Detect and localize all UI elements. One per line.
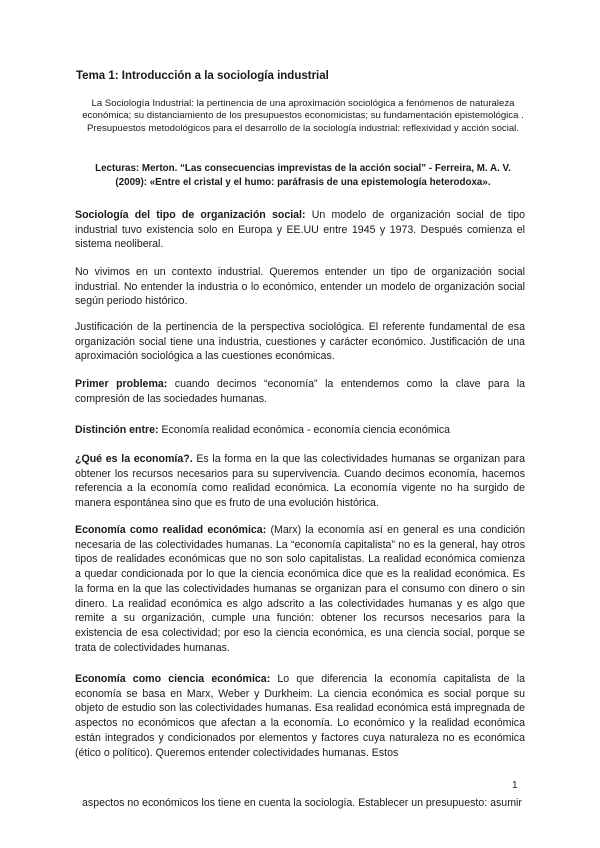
paragraph-label: Economía como ciencia económica: — [75, 673, 271, 685]
paragraph-text: Un modelo de organización social de tipo industrial tuvo existencia solo en Europa y EE.UU entre 1945 y 1973. Después comienza el sistema neoliberal. — [75, 209, 525, 251]
paragraph-label: Distinción entre: — [75, 424, 159, 436]
paragraph-text: (Marx) la economía así en general es una condición necesaria de las colectividades humanas. La “economía capitalista” no es la general, hay otros tipos de realidades económicas que no son solo capitalistas. La realidad económica comienza a quedar condicionada por lo que la ciencia económica dice que es la realidad económica. Es la forma en la que las colectividades humanas se organizan para el consumo con dinero o sin dinero. La realidad económica es algo adscrito a las colectividades humanas y es algo que remite a su organización, cumple una función: obtener los recursos necesarios para la existencia de esa colectividad; por eso la ciencia económica, es una ciencia social, porque se trata de colectividades humanas. — [75, 524, 525, 654]
paragraph-text: Es la forma en la que las colectividades humanas se organizan para obtener los recursos necesarios para su supervivencia. Cuando decimos economía, hacemos referencia a la economía como realidad económica. La economía vigente no ha surgido de manera espontánea sino que es fruto de una evolución histórica. — [75, 453, 526, 510]
paragraph-contexto — [75, 265, 525, 309]
paragraph-text: Justificación de la pertinencia de la perspectiva sociológica. El referente fundamental de esa organización social tiene una industria, cuestiones y carácter económico. Justificación de una aproximación sociológica a las cuestiones económicas. — [75, 321, 525, 363]
paragraph-primer-problema — [75, 377, 525, 406]
paragraph-organizacion-social — [75, 208, 525, 252]
paragraph-label: Sociología del tipo de organización social: — [75, 209, 306, 221]
readings: Lecturas: Merton. “Las consecuencias imprevistas de la acción social” - Ferreira, M. A. V. (2009): «Entre el cristal y el humo: paráfrasis de una epistemología heterodoxa». — [95, 163, 511, 188]
paragraph-realidad-economica — [75, 523, 525, 655]
paragraph-que-es-economia — [75, 452, 525, 511]
paragraph-text: No vivimos en un contexto industrial. Queremos entender un tipo de organización social industrial. No entender la industria o lo económico, entender un modelo de organización social según periodo histórico. — [75, 266, 525, 308]
abstract: La Sociología Industrial: la pertinencia de una aproximación sociológica a fenómenos de naturaleza económica; su distanciamiento de los presupuestos economicistas; su fundamentación epistemológica . Presupuestos metodológicos para el desarrollo de la sociología industrial: reflexividad y acción social. — [82, 98, 524, 134]
paragraph-distincion — [75, 423, 525, 438]
paragraph-label: Economía como realidad económica: — [75, 524, 267, 536]
paragraph-ciencia-economica — [75, 672, 525, 760]
paragraph-justificacion — [75, 320, 525, 364]
paragraph-text: cuando decimos “economía” la entendemos como la clave para la compresión de las sociedades humanas. — [75, 378, 525, 405]
page-number: 1 — [512, 780, 518, 791]
document-title: Tema 1: Introducción a la sociología industrial — [76, 70, 329, 82]
paragraph-text: Lo que diferencia la economía capitalista de la economía se basa en Marx, Weber y Durkheim. La ciencia económica es social porque su objeto de estudio son las colectividades humanas. Esa realidad económica está impregnada de aspectos no económicos que afectan a la economía. Lo económico y la realidad económica están integrados y condicionados por elementos y factores cuya naturaleza no es económica (ético o político). Queremos entender colectividades humanas. Estos — [75, 673, 525, 759]
paragraph-text: Economía realidad económica - economía ciencia económica — [158, 424, 451, 436]
footer-line: aspectos no económicos los tiene en cuenta la sociología. Establecer un presupuesto: asumir — [82, 797, 522, 809]
paragraph-label: ¿Qué es la economía?. — [75, 453, 193, 465]
paragraph-label: Primer problema: — [75, 378, 168, 390]
